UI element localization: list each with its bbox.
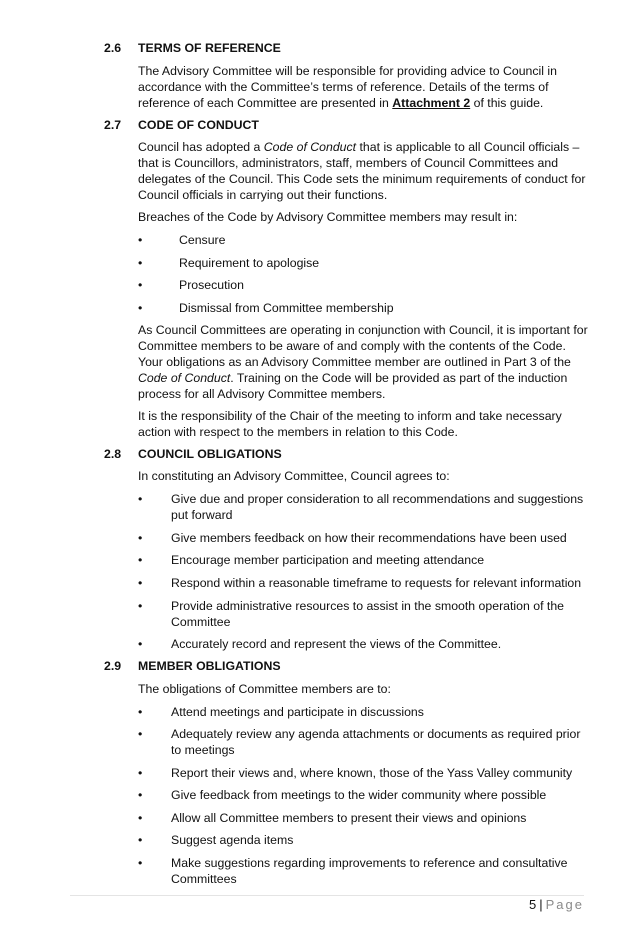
bullet-marker: • xyxy=(138,576,143,590)
member-obligations-intro: The obligations of Committee members are to: xyxy=(138,682,391,696)
code-of-conduct-italic: Code of Conduct xyxy=(138,371,231,385)
list-item: Respond within a reasonable timeframe to requests for relevant information xyxy=(171,576,582,590)
footer-separator: | xyxy=(539,897,543,912)
page-footer xyxy=(529,897,584,913)
bullet-marker: • xyxy=(138,833,143,847)
section-title-code-of-conduct: CODE OF CONDUCT xyxy=(138,118,259,132)
text-run: of this guide. xyxy=(470,96,544,110)
list-item: Adequately review any agenda attachments or documents as required prior to meetings xyxy=(171,727,581,757)
bullet-marker: • xyxy=(138,637,143,651)
text-run: Council has adopted a xyxy=(138,140,264,154)
bullet-marker: • xyxy=(138,301,143,315)
bullet-marker: • xyxy=(138,811,143,825)
list-item: Suggest agenda items xyxy=(171,833,294,847)
bullet-marker: • xyxy=(138,599,143,613)
bullet-marker: • xyxy=(138,766,143,780)
list-item: Make suggestions regarding improvements to reference and consultative Committees xyxy=(171,856,568,886)
bullet-marker: • xyxy=(138,553,143,567)
list-item: Accurately record and represent the views of the Committee. xyxy=(171,637,502,651)
section-title-council-obligations: COUNCIL OBLIGATIONS xyxy=(138,447,282,461)
list-item: Encourage member participation and meeting attendance xyxy=(171,553,485,567)
code-of-conduct-italic: Code of Conduct xyxy=(263,140,357,154)
bullet-marker: • xyxy=(138,492,143,506)
bullet-marker: • xyxy=(138,233,143,247)
page-number: 5 xyxy=(529,897,537,912)
section-title-member-obligations: MEMBER OBLIGATIONS xyxy=(138,659,281,673)
page-label: Page xyxy=(545,897,584,912)
bullet-marker: • xyxy=(138,727,143,741)
list-item: Give due and proper consideration to all recommendations and suggestions put forward xyxy=(171,492,584,522)
list-item: Provide administrative resources to assist in the smooth operation of the Committee xyxy=(171,599,565,629)
attachment-2-reference: Attachment 2 xyxy=(392,96,471,110)
bullet-marker: • xyxy=(138,256,143,270)
bullet-marker: • xyxy=(138,788,143,802)
council-obligations-intro: In constituting an Advisory Committee, Council agrees to: xyxy=(138,469,450,483)
footer-divider xyxy=(70,895,584,896)
list-item: Prosecution xyxy=(179,278,244,292)
section-number-2-9: 2.9 xyxy=(104,659,122,673)
list-item: Allow all Committee members to present their views and opinions xyxy=(171,811,527,825)
code-of-conduct-paragraph-4: It is the responsibility of the Chair of the meeting to inform and take necessary action with respect to the members in relation to this Code. xyxy=(138,409,562,439)
code-of-conduct-paragraph-3 xyxy=(138,322,590,402)
bullet-marker: • xyxy=(138,278,143,292)
code-of-conduct-paragraph-2: Breaches of the Code by Advisory Committee members may result in: xyxy=(138,210,518,224)
bullet-marker: • xyxy=(138,856,143,870)
section-title-terms-of-reference: TERMS OF REFERENCE xyxy=(138,41,281,55)
code-of-conduct-paragraph-1 xyxy=(138,139,590,203)
list-item: Censure xyxy=(179,233,226,247)
list-item: Attend meetings and participate in discussions xyxy=(171,705,424,719)
bullet-marker: • xyxy=(138,705,143,719)
list-item: Give feedback from meetings to the wider community where possible xyxy=(171,788,547,802)
section-number-2-6: 2.6 xyxy=(104,41,122,55)
section-number-2-8: 2.8 xyxy=(104,447,122,461)
list-item: Give members feedback on how their recommendations have been used xyxy=(171,531,567,545)
text-run: As Council Committees are operating in conjunction with Council, it is important for Committee members to be aware of and comply with the contents of the Code. Your obligations as an Advisory Committee member are outlined in Part 3 of the xyxy=(138,323,588,369)
section-number-2-7: 2.7 xyxy=(104,118,122,132)
text-run: . Training on the Code will be provided as part of the induction process for all Advisory Committee members. xyxy=(138,371,568,401)
bullet-marker: • xyxy=(138,531,143,545)
list-item: Report their views and, where known, those of the Yass Valley community xyxy=(171,766,573,780)
list-item: Requirement to apologise xyxy=(179,256,320,270)
list-item: Dismissal from Committee membership xyxy=(179,301,394,315)
terms-of-reference-paragraph xyxy=(138,63,590,111)
text-run: that is applicable to all Council officials – that is Councillors, administrators, staff, members of Council Committees and delegates of the Council. This Code sets the minimum requirements of conduct for Council officials in carrying out their functions. xyxy=(138,140,586,202)
text-run: The Advisory Committee will be responsible for providing advice to Council in accordance with the Committee’s terms of reference. Details of the terms of reference of each Committee are presented in xyxy=(138,64,557,110)
